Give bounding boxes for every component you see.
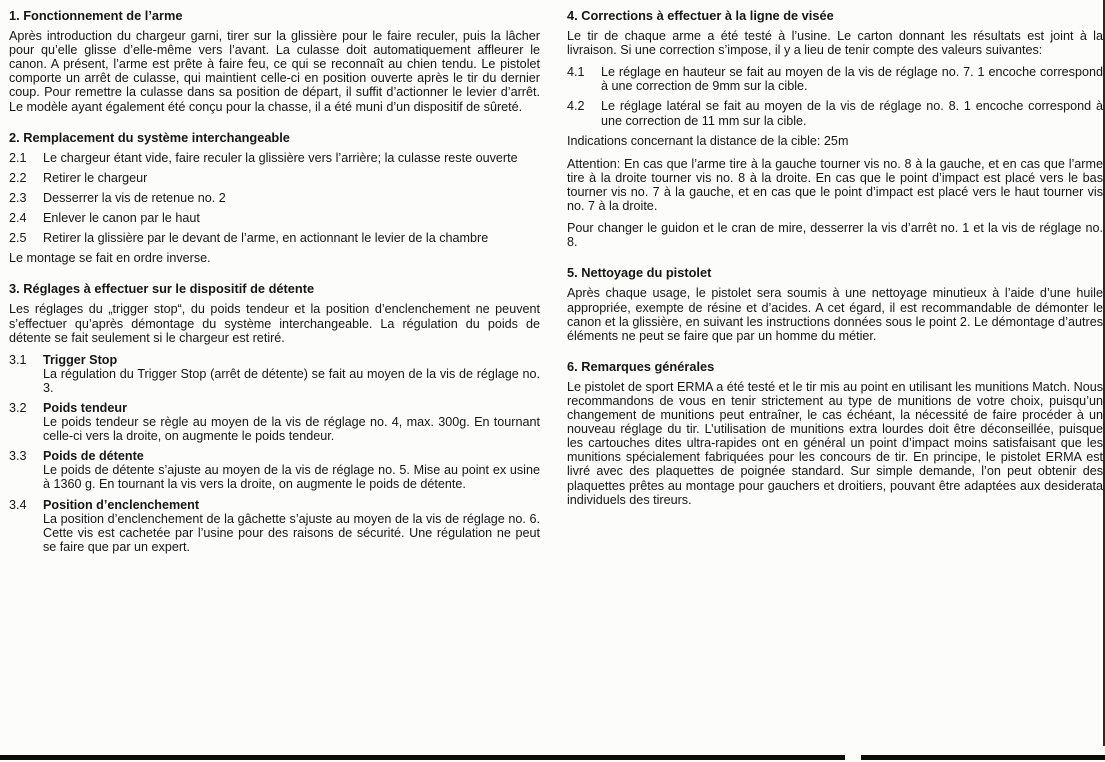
item-text: Retirer la glissière par le devant de l’arme, en actionnant le levier de la chambre [43,231,489,246]
paragraph: Le tir de chaque arme a été testé à l’usine. Le carton donnant les résultats est joint à la livraison. Si une correction s’impose, il y a lieu de tenir compte des valeurs suivantes: [567,29,1103,58]
sub-item [9,401,540,443]
sub-item-title: Position d’enclenchement [43,497,200,512]
page-bottom-rule [0,755,845,760]
section-heading: 3. Réglages à effectuer sur le dispositif de détente [9,281,315,297]
section-4 [567,7,1103,249]
list-item [9,211,540,225]
item-number: 4.2 [567,99,585,114]
section-heading: 5. Nettoyage du pistolet [567,265,712,281]
item-number: 3.1 [9,352,27,367]
section-5 [567,264,1103,342]
sub-item-body: La régulation du Trigger Stop (arrêt de détente) se fait au moyen de la vis de réglage no. 3. [43,366,540,395]
paragraph: Pour changer le guidon et le cran de mire, desserrer la vis d’arrêt no. 1 et la vis de réglage no. 8. [567,221,1103,250]
section-heading: 2. Remplacement du système interchangeable [9,129,290,145]
left-column [9,7,540,569]
item-text [43,401,540,443]
section-2 [9,129,540,266]
paragraph: Les réglages du „trigger stop“, du poids tendeur et la position d’enclenchement ne peuvent s’effectuer qu’après démontage du système interchangeable. La régulation du poids de détente se fait seulement si le chargeur est retiré. [9,302,540,345]
item-number: 2.1 [9,150,27,165]
list-item [9,231,540,245]
paragraph: Le pistolet de sport ERMA a été testé et le tir mis au point en utilisant les munitions Match. Nous recommandons de vous en tenir strictement au type de munitions de votre choix, puisqu’un changement de munitions peut entraîner, le cas échéant, la nécessité de faire procéder à un nouveau réglage du tir. L’utilisation de munitions extra lourdes doit être déconseillée, puisque les cartouches dites ultra-rapides ont en général un point d’impact moins satisfaisant que les munitions spécialement fabriquées pour les concours de tir. En principe, le pistolet ERMA est livré avec des plaquettes de poignée standard. Sur simple demande, l’on peut obtenir des plaquettes prêtes au montage pour gauchers et droitiers, pouvant être adaptées aux desiderata individuels des tireurs. [567,379,1103,507]
list-item [9,171,540,185]
sub-item [9,353,540,395]
sub-item-body: Le poids tendeur se règle au moyen de la vis de réglage no. 4, max. 300g. En tournant celle-ci vers la droite, on augmente le poids tendeur. [43,415,540,444]
section-heading: 1. Fonctionnement de l’arme [9,8,183,23]
item-text [43,353,540,395]
item-text: Desserrer la vis de retenue no. 2 [43,190,226,205]
paragraph: Après chaque usage, le pistolet sera soumis à une nettoyage minutieux à l’aide d’une huile appropriée, exempte de résine et d’acides. A cet égard, il est recommandable de démonter le canon et la glissière, en suivant les instructions données sous le point 2. Le démontage d’autres éléments ne peut se faire que par un homme du métier. [567,286,1103,343]
list-item [9,151,540,165]
right-column [567,7,1103,569]
item-number: 2.3 [9,190,27,205]
sub-item-title: Poids tendeur [43,400,127,415]
sub-item [9,449,540,491]
section-6 [567,358,1103,507]
item-number: 2.4 [9,211,27,226]
item-text: Enlever le canon par le haut [43,211,200,226]
sub-item-title: Trigger Stop [43,352,118,367]
item-text: Le réglage en hauteur se fait au moyen de la vis de réglage no. 7. 1 encoche correspond à une correction de 9mm sur la cible. [601,65,1103,94]
item-number: 3.4 [9,497,27,512]
section-heading: 4. Corrections à effectuer à la ligne de visée [567,8,834,23]
item-text: Le chargeur étant vide, faire reculer la glissière vers l’arrière; la culasse reste ouverte [43,150,518,165]
section-1 [9,7,540,114]
sub-item-body: Le poids de détente s’ajuste au moyen de la vis de réglage no. 5. Mise au point ex usine à 1360 g. En tournant la vis vers la droite, on augmente le poids de détente. [43,463,540,492]
page-bottom-rule [861,755,1105,760]
item-text [43,449,540,491]
list-item [567,65,1103,93]
section-3 [9,280,540,554]
paragraph: Après introduction du chargeur garni, tirer sur la glissière pour le faire reculer, puis la lâcher pour qu’elle glisse d’elle-même vers l’avant. La culasse doit automatiquement affleurer le canon. A présent, l’arme est prête à faire feu, ce qui se reconnaît au chien tendu. Le pistolet comporte un arrêt de culasse, qui maintient celle-ci en position ouverte après le tir du dernier coup. Pour remettre la culasse dans sa position de départ, il suffit d’actionner le levier d’arrêt. Le modèle ayant également été conçu pour la chasse, il a été muni d’un dispositif de sûreté. [9,29,540,114]
sub-item-body: La position d’enclenchement de la gâchette s’ajuste au moyen de la vis de réglage no. 6. Cette vis est cachetée par l’usine pour des raisons de sécurité. Une régulation ne peut se faire que par un expert. [43,511,540,554]
list-item [9,191,540,205]
item-number: 3.3 [9,449,27,464]
section-heading: 6. Remarques générales [567,358,715,374]
item-number: 3.2 [9,400,27,415]
sub-item-title: Poids de détente [43,449,144,464]
item-number: 2.2 [9,170,27,185]
item-number: 4.1 [567,65,585,80]
attention-paragraph: Attention: En cas que l’arme tire à la gauche tourner vis no. 8 à la gauche, et en cas que l’arme tire à la droite tourner vis no. 8 à la droite. En cas que le point d’impact est placé vers le bas tourner vis no. 7 à la gauche, et en cas que le point d’impact est placé vers le haut tourner vis no. 7 à la droite. [567,156,1103,214]
list-item [567,99,1103,127]
item-text: Le réglage latéral se fait au moyen de la vis de réglage no. 8. 1 encoche correspond à une correction de 11 mm sur la cible. [601,99,1103,128]
sub-item [9,498,540,554]
distance-note: Indications concernant la distance de la cible: 25m [567,133,849,148]
item-text [43,498,540,554]
item-text: Retirer le chargeur [43,170,148,185]
item-number: 2.5 [9,231,27,246]
section-footer-text: Le montage se fait en ordre inverse. [9,251,211,266]
